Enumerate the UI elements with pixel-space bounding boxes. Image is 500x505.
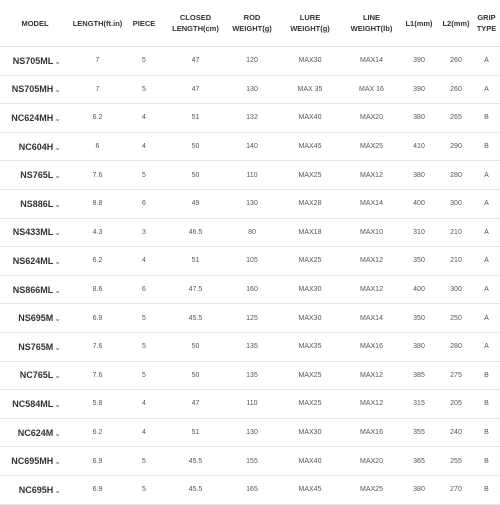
grip-type-cell: A (484, 286, 489, 294)
model-cell[interactable] (0, 56, 70, 66)
model-cell[interactable] (0, 399, 70, 409)
closed-length-cell: 50 (191, 171, 200, 179)
rod-weight-cell: 120 (246, 57, 258, 65)
l1-cell: 385 (413, 371, 425, 379)
l2-cell: 210 (450, 228, 462, 236)
l2-cell: 240 (450, 429, 462, 437)
table-row (0, 133, 500, 162)
l2-cell: 300 (450, 286, 462, 294)
rod-weight-cell: 125 (246, 314, 258, 322)
table-row (0, 476, 500, 505)
piece-cell: 5 (142, 457, 146, 465)
l2-cell: 300 (450, 200, 462, 208)
rod-weight-cell: 130 (246, 200, 258, 208)
model-name: NC584ML (12, 398, 54, 409)
table-row (0, 390, 500, 419)
l2-cell: 280 (450, 171, 462, 179)
table-row (0, 419, 500, 448)
rod-weight-cell: 110 (246, 400, 258, 408)
closed-length-cell: 45.5 (188, 314, 203, 322)
grip-type-cell: B (484, 114, 489, 122)
model-name: NS624ML (12, 255, 54, 266)
model-cell[interactable] (0, 142, 70, 152)
l1-cell: 390 (413, 85, 425, 93)
table-row (0, 190, 500, 219)
closed-length-cell: 45.5 (188, 486, 203, 494)
l1-cell: 380 (413, 486, 425, 494)
model-cell[interactable] (0, 227, 70, 237)
line-weight-cell: MAX10 (360, 228, 383, 236)
table-row (0, 276, 500, 305)
length-cell: 8.8 (92, 200, 103, 208)
column-header-model: MODEL (21, 18, 49, 28)
piece-cell: 5 (142, 371, 146, 379)
lure-weight-cell: MAX30 (298, 286, 322, 294)
chevron-down-icon[interactable]: ⌄ (54, 285, 61, 295)
line-weight-cell: MAX14 (360, 57, 383, 65)
line-weight-cell: MAX20 (360, 114, 383, 122)
grip-type-cell: B (484, 457, 489, 465)
table-row (0, 304, 500, 333)
chevron-down-icon[interactable]: ⌄ (54, 56, 61, 66)
grip-type-cell: B (484, 486, 489, 494)
l1-cell: 400 (413, 286, 425, 294)
lure-weight-cell: MAX25 (298, 257, 322, 265)
lure-weight-cell: MAX 35 (297, 85, 323, 93)
grip-type-cell: A (484, 85, 489, 93)
l1-cell: 380 (413, 171, 425, 179)
rod-weight-cell: 160 (246, 286, 258, 294)
chevron-down-icon[interactable]: ⌄ (54, 342, 61, 352)
line-weight-cell: MAX12 (360, 257, 383, 265)
column-header-lure-weight: LURE WEIGHT(g) (290, 13, 330, 33)
chevron-down-icon[interactable]: ⌄ (54, 457, 61, 467)
model-name: NS433ML (12, 227, 54, 238)
chevron-down-icon[interactable]: ⌄ (54, 256, 61, 266)
l2-cell: 260 (450, 85, 462, 93)
closed-length-cell: 47 (191, 85, 200, 93)
model-cell[interactable] (0, 428, 70, 438)
table-row (0, 104, 500, 133)
closed-length-cell: 50 (191, 143, 200, 151)
l1-cell: 355 (413, 429, 425, 437)
column-header-rod-weight: ROD WEIGHT(g) (232, 13, 272, 33)
l2-cell: 260 (450, 57, 462, 65)
model-name: NC765L (19, 370, 54, 381)
grip-type-cell: A (484, 171, 489, 179)
table-row (0, 247, 500, 276)
line-weight-cell: MAX12 (360, 371, 383, 379)
length-cell: 6.2 (92, 257, 103, 265)
line-weight-cell: MAX12 (360, 400, 383, 408)
piece-cell: 5 (142, 85, 146, 93)
column-header-line-weight: LINE WEIGHT(lb) (350, 13, 393, 33)
model-cell[interactable] (0, 84, 70, 94)
rod-weight-cell: 155 (246, 457, 258, 465)
l2-cell: 290 (450, 143, 462, 151)
chevron-down-icon[interactable]: ⌄ (54, 142, 61, 152)
piece-cell: 5 (142, 57, 146, 65)
l1-cell: 315 (413, 400, 425, 408)
column-header-length: LENGTH(ft.in) (72, 18, 123, 28)
lure-weight-cell: MAX25 (298, 371, 322, 379)
length-cell: 6.9 (92, 486, 103, 494)
length-cell: 6.2 (92, 114, 103, 122)
grip-type-cell: A (484, 228, 489, 236)
table-header (0, 0, 500, 47)
closed-length-cell: 47 (191, 57, 200, 65)
piece-cell: 4 (142, 257, 146, 265)
line-weight-cell: MAX12 (360, 171, 383, 179)
piece-cell: 4 (142, 114, 146, 122)
piece-cell: 5 (142, 314, 146, 322)
line-weight-cell: MAX25 (360, 143, 383, 151)
grip-type-cell: A (484, 57, 489, 65)
l1-cell: 410 (413, 143, 425, 151)
piece-cell: 3 (142, 228, 146, 236)
model-cell[interactable] (0, 199, 70, 209)
piece-cell: 5 (142, 343, 146, 351)
chevron-down-icon[interactable]: ⌄ (54, 113, 61, 123)
closed-length-cell: 45.5 (188, 457, 203, 465)
l1-cell: 310 (413, 228, 425, 236)
table-row (0, 333, 500, 362)
l2-cell: 270 (450, 486, 462, 494)
column-header-grip-type: GRIP TYPE (476, 13, 497, 33)
model-name: NC624MH (11, 112, 54, 123)
line-weight-cell: MAX14 (360, 314, 383, 322)
model-cell[interactable] (0, 342, 70, 352)
l1-cell: 350 (413, 257, 425, 265)
lure-weight-cell: MAX40 (298, 114, 322, 122)
l2-cell: 265 (450, 114, 462, 122)
length-cell: 7.6 (92, 171, 103, 179)
closed-length-cell: 46.5 (188, 228, 203, 236)
chevron-down-icon[interactable]: ⌄ (54, 399, 61, 409)
chevron-down-icon[interactable]: ⌄ (54, 371, 61, 381)
closed-length-cell: 50 (191, 371, 200, 379)
chevron-down-icon[interactable]: ⌄ (54, 171, 61, 181)
length-cell: 8.6 (92, 286, 103, 294)
piece-cell: 6 (142, 200, 146, 208)
length-cell: 6 (95, 143, 100, 151)
table-row (0, 47, 500, 76)
model-name: NC695H (18, 484, 54, 495)
rod-weight-cell: 135 (246, 371, 258, 379)
grip-type-cell: B (484, 429, 489, 437)
lure-weight-cell: MAX30 (298, 314, 322, 322)
chevron-down-icon[interactable]: ⌄ (54, 485, 61, 495)
column-header-closed-length: CLOSED LENGTH(cm) (172, 13, 219, 33)
model-name: NS695M (18, 313, 54, 324)
chevron-down-icon[interactable]: ⌄ (54, 428, 61, 438)
line-weight-cell: MAX16 (360, 343, 383, 351)
model-name: NS765M (18, 341, 54, 352)
grip-type-cell: A (484, 257, 489, 265)
length-cell: 5.8 (92, 400, 103, 408)
l2-cell: 275 (450, 371, 462, 379)
model-cell[interactable] (0, 256, 70, 266)
model-name: NC695MH (11, 456, 54, 467)
chevron-down-icon[interactable]: ⌄ (54, 228, 61, 238)
closed-length-cell: 49 (191, 200, 200, 208)
piece-cell: 4 (142, 429, 146, 437)
lure-weight-cell: MAX25 (298, 400, 322, 408)
l1-cell: 400 (413, 200, 425, 208)
column-header-l2: L2(mm) (442, 18, 470, 28)
lure-weight-cell: MAX40 (298, 457, 322, 465)
rod-weight-cell: 130 (246, 85, 258, 93)
line-weight-cell: MAX20 (360, 457, 383, 465)
l1-cell: 390 (413, 57, 425, 65)
closed-length-cell: 50 (191, 343, 200, 351)
rod-weight-cell: 80 (248, 228, 256, 236)
lure-weight-cell: MAX28 (298, 200, 322, 208)
model-cell[interactable] (0, 170, 70, 180)
length-cell: 7 (95, 57, 100, 65)
lure-weight-cell: MAX45 (298, 143, 322, 151)
piece-cell: 4 (142, 400, 146, 408)
rod-weight-cell: 140 (246, 143, 258, 151)
table-row (0, 161, 500, 190)
table-row (0, 76, 500, 105)
grip-type-cell: A (484, 343, 489, 351)
rod-weight-cell: 130 (246, 429, 258, 437)
model-cell[interactable] (0, 285, 70, 295)
model-name: NC624M (17, 427, 54, 438)
l1-cell: 365 (413, 457, 425, 465)
piece-cell: 5 (142, 171, 146, 179)
piece-cell: 4 (142, 143, 146, 151)
grip-type-cell: B (484, 400, 489, 408)
length-cell: 7 (95, 85, 100, 93)
chevron-down-icon[interactable]: ⌄ (54, 199, 61, 209)
piece-cell: 5 (142, 486, 146, 494)
lure-weight-cell: MAX25 (298, 171, 322, 179)
line-weight-cell: MAX14 (360, 200, 383, 208)
l2-cell: 250 (450, 314, 462, 322)
line-weight-cell: MAX16 (360, 429, 383, 437)
rod-weight-cell: 132 (246, 114, 258, 122)
length-cell: 7.6 (92, 343, 103, 351)
length-cell: 7.6 (92, 371, 103, 379)
model-cell[interactable] (0, 113, 70, 123)
lure-weight-cell: MAX45 (298, 486, 322, 494)
grip-type-cell: A (484, 314, 489, 322)
model-name: NS886L (20, 198, 54, 209)
closed-length-cell: 47 (191, 400, 200, 408)
l1-cell: 350 (413, 314, 425, 322)
model-name: NS866ML (12, 284, 54, 295)
closed-length-cell: 51 (191, 429, 200, 437)
model-name: NS705MH (11, 84, 54, 95)
rod-weight-cell: 135 (246, 343, 258, 351)
rod-weight-cell: 105 (246, 257, 258, 265)
length-cell: 6.2 (92, 429, 103, 437)
model-name: NS765L (20, 170, 54, 181)
model-name: NC604H (18, 141, 54, 152)
l2-cell: 205 (450, 400, 462, 408)
rod-weight-cell: 165 (246, 486, 258, 494)
l2-cell: 255 (450, 457, 462, 465)
line-weight-cell: MAX12 (360, 286, 383, 294)
lure-weight-cell: MAX18 (298, 228, 322, 236)
lure-weight-cell: MAX30 (298, 429, 322, 437)
l1-cell: 380 (413, 114, 425, 122)
l2-cell: 210 (450, 257, 462, 265)
table-row (0, 447, 500, 476)
model-cell[interactable] (0, 485, 70, 495)
l1-cell: 380 (413, 343, 425, 351)
l2-cell: 280 (450, 343, 462, 351)
closed-length-cell: 47.5 (188, 286, 203, 294)
line-weight-cell: MAX 16 (359, 85, 384, 93)
table-row (0, 219, 500, 248)
column-header-piece: PIECE (132, 18, 156, 28)
model-cell[interactable] (0, 313, 70, 323)
model-name: NS705ML (12, 55, 54, 66)
column-header-l1: L1(mm) (405, 18, 433, 28)
length-cell: 4.3 (92, 228, 103, 236)
line-weight-cell: MAX25 (360, 486, 383, 494)
chevron-down-icon[interactable]: ⌄ (54, 85, 61, 95)
grip-type-cell: B (484, 371, 489, 379)
grip-type-cell: A (484, 200, 489, 208)
model-cell[interactable] (0, 456, 70, 466)
closed-length-cell: 51 (191, 257, 200, 265)
model-cell[interactable] (0, 370, 70, 380)
piece-cell: 6 (142, 286, 146, 294)
table-body (0, 47, 500, 505)
rod-weight-cell: 110 (246, 171, 258, 179)
length-cell: 6.9 (92, 314, 103, 322)
table-row (0, 362, 500, 391)
closed-length-cell: 51 (191, 114, 200, 122)
lure-weight-cell: MAX35 (298, 343, 322, 351)
lure-weight-cell: MAX30 (298, 57, 322, 65)
grip-type-cell: B (484, 143, 489, 151)
chevron-down-icon[interactable]: ⌄ (54, 314, 61, 324)
length-cell: 6.9 (92, 457, 103, 465)
